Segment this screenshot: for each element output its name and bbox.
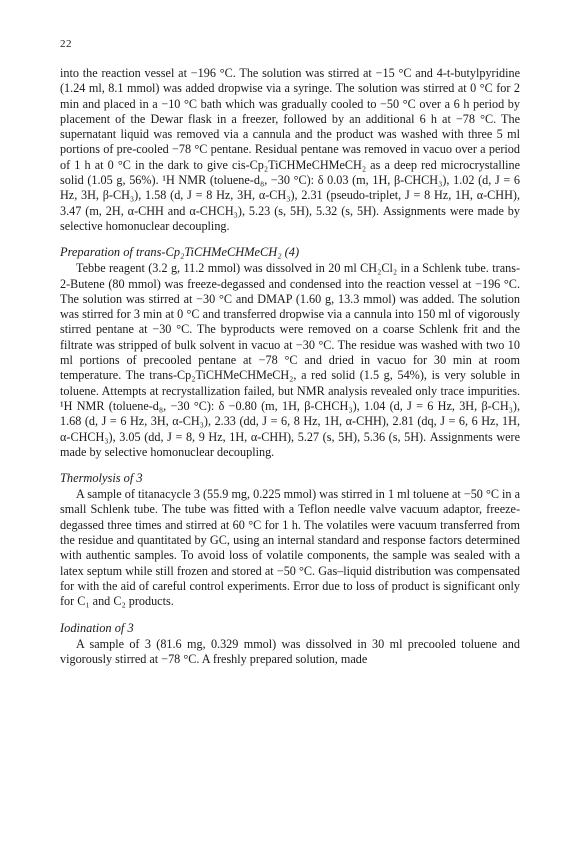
section-body-thermolysis: A sample of titanacycle 3 (55.9 mg, 0.225 mmol) was stirred in 1 ml toluene at −50 °C in a small Schlenk tube. The tube was fitted with a Teflon needle valve vacuum adaptor, freeze-degassed three times and stirred at 60 °C for 1 h. The volatiles were vacuum transferred from the residue and quantitated by GC, using an internal standard and response factors determined with authentic samples. To avoid loss of volatile components, the sample was sealed with a latex septum while still frozen and stored at −50 °C. Gas–liquid distribution was compensated for with the aid of careful control experiments. Error due to loss of product is significant only for C₁ and C₂ products.: [60, 487, 520, 609]
section-heading-iodination: Iodination of 3: [60, 620, 134, 635]
page-content: [60, 66, 520, 667]
section-heading-preparation: Preparation of trans-Cp₂TiCHMeCHMeCH₂ (4): [60, 245, 300, 260]
page-number: 22: [60, 38, 72, 50]
section-body-preparation: Tebbe reagent (3.2 g, 11.2 mmol) was dissolved in 20 ml CH₂Cl₂ in a Schlenk tube. trans-2-Butene (80 mmol) was freeze-degassed and condensed into the reaction vessel at −196 °C. The solution was stirred at −30 °C and DMAP (1.60 g, 13.3 mmol) was added. The solution was stirred for 3 min at 0 °C and transferred dropwise via a cannula into 150 ml of vigorously stirred pentane at −30 °C. The byproducts were removed on a coarse Schlenk frit and the filtrate was stripped of bulk solvent in vacuo at −30 °C. The residue was washed with two 10 ml portions of precooled pentane at −78 °C and dried in vacuo for 30 min at room temperature. The trans-Cp₂TiCHMeCHMeCH₂, a red solid (1.5 g, 54%), is very soluble in toluene. Attempts at recrystallization failed, but NMR analysis revealed only trace impurities. ¹H NMR (toluene-d₈, −30 °C): δ −0.80 (m, 1H, β-CHCH₃), 1.04 (d, J = 6 Hz, 3H, β-CH₃), 1.68 (d, J = 6 Hz, 3H, α-CH₃), 2.33 (dd, J = 6, 8 Hz, 1H, α-CHH), 2.81 (dq, J = 6, 6 Hz, 1H, α-CHCH₃), 3.05 (dd, J = 8, 9 Hz, 1H, α-CHH), 5.27 (s, 5H), 5.36 (s, 5H). Assignments were made by selective homonuclear decoupling.: [60, 261, 520, 459]
section-heading-thermolysis: Thermolysis of 3: [60, 471, 143, 486]
section-body-iodination: A sample of 3 (81.6 mg, 0.329 mmol) was dissolved in 30 ml precooled toluene and vigorously stirred at −78 °C. A freshly prepared solution, made: [60, 636, 520, 666]
intro-paragraph: into the reaction vessel at −196 °C. The solution was stirred at −15 °C and 4-t-butylpyridine (1.24 ml, 8.1 mmol) was added dropwise via a syringe. The solution was stirred at 0 °C for 2 min and placed in a −10 °C bath which was gradually cooled to −50 °C over a 6 h period by placement of the Dewar flask in a freezer, followed by an additional 6 h at −78 °C. The supernatant liquid was removed via a cannula and the product was washed with three 5 ml portions of pre-cooled −78 °C pentane. Residual pentane was removed in vacuo over a period of 1 h at 0 °C in the dark to give cis-Cp₂TiCHMeCHMeCH₂ as a deep red microcrystalline solid (1.05 g, 56%). ¹H NMR (toluene-d₈, −30 °C): δ 0.03 (m, 1H, β-CHCH₃), 1.02 (d, J = 6 Hz, 3H, β-CH₃), 1.58 (d, J = 8 Hz, 3H, α-CH₃), 2.31 (pseudo-triplet, J = 8 Hz, 1H, α-CHH), 3.47 (m, 2H, α-CHH and α-CHCH₃), 5.23 (s, 5H), 5.32 (s, 5H). Assignments were made by selective homonuclear decoupling.: [60, 66, 520, 233]
